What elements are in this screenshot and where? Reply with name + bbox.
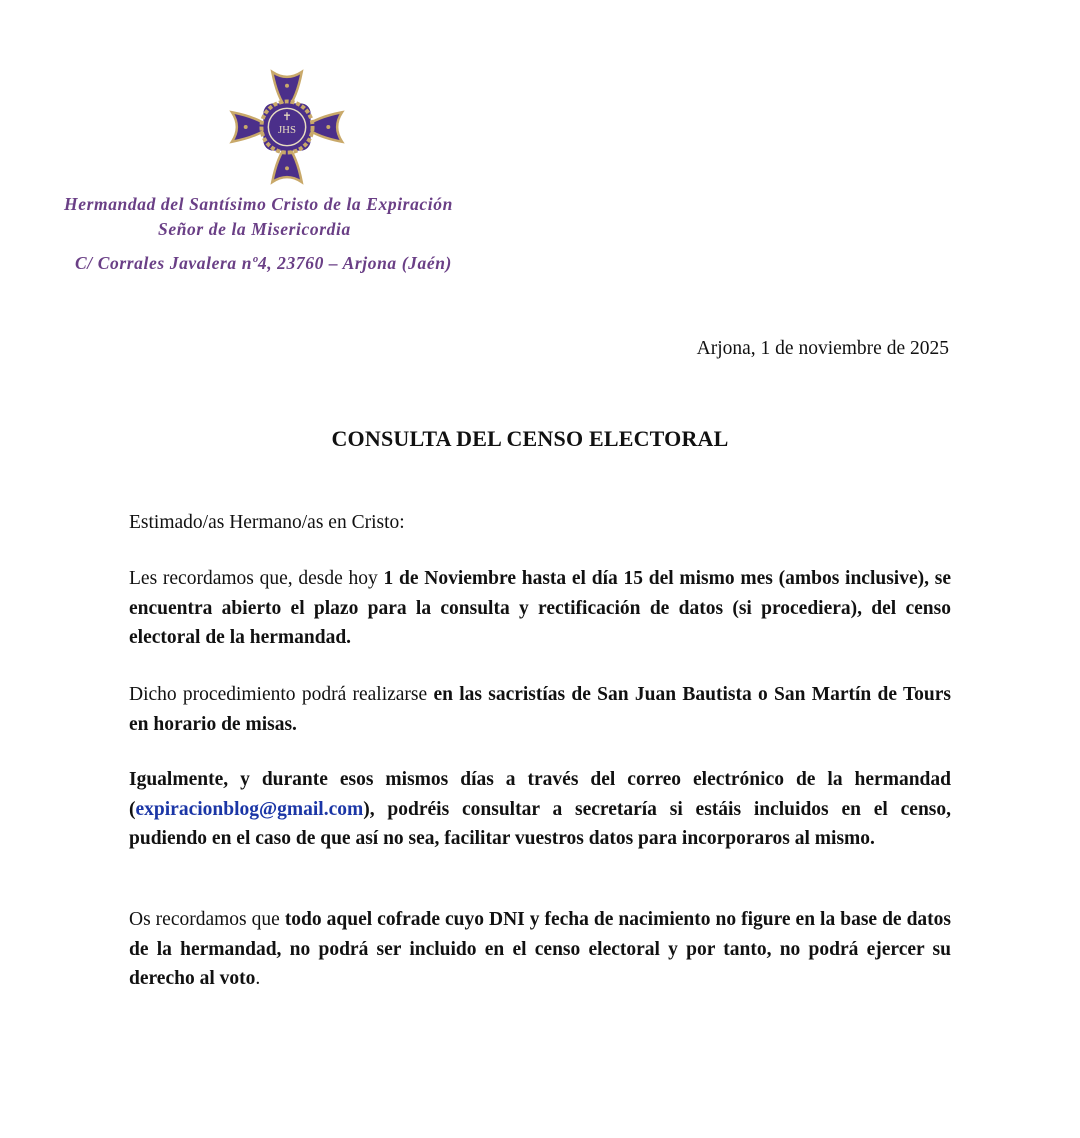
paragraph-email	[129, 765, 951, 854]
paragraph-location-intro: Dicho procedimiento podrá realizarse	[129, 684, 434, 705]
org-name-line1: Hermandad del Santísimo Cristo de la Expiración	[64, 194, 453, 214]
greeting: Estimado/as Hermano/as en Cristo:	[129, 512, 405, 533]
paragraph-requirements	[129, 905, 951, 994]
brotherhood-cross-logo	[228, 68, 346, 186]
paragraph-requirements-end: .	[255, 968, 261, 989]
org-address: C/ Corrales Javalera nº4, 23760 – Arjona (Jaén)	[75, 253, 452, 273]
paragraph-location-bold: en las sacristías de San Juan Bautista o San Martín de Tours en horario de misas.	[129, 684, 951, 735]
paragraph-email-rest: ), podréis consultar a secretaría si estáis incluidos en el censo, pudiendo en el caso de que así no sea, facilitar vuestros datos para incorporaros al mismo.	[129, 798, 951, 849]
paragraph-deadline	[129, 564, 951, 653]
paragraph-location	[129, 680, 951, 739]
logo-monogram: JHS	[277, 123, 297, 136]
org-name-line2: Señor de la Misericordia	[158, 219, 351, 239]
email-link[interactable]: expiracionblog@gmail.com	[135, 798, 364, 820]
paragraph-requirements-bold: todo aquel cofrade cuyo DNI y fecha de nacimiento no figure en la base de datos de la hermandad, no podrá ser incluido en el censo electoral y por tanto, no podrá ejercer su derecho al voto	[129, 909, 951, 989]
paragraph-deadline-bold: 1 de Noviembre hasta el día 15 del mismo mes (ambos inclusive), se encuentra abierto el plazo para la consulta y rectificación de datos (si procediera), del censo electoral de la hermandad.	[129, 568, 951, 648]
letter-date: Arjona, 1 de noviembre de 2025	[696, 338, 949, 359]
paragraph-email-intro: Igualmente, y durante esos mismos días a través del correo electrónico de la hermandad (	[129, 769, 951, 820]
paragraph-deadline-intro: Les recordamos que, desde hoy	[129, 568, 384, 589]
paragraph-requirements-intro: Os recordamos que	[129, 909, 285, 930]
document-title: CONSULTA DEL CENSO ELECTORAL	[331, 426, 729, 451]
